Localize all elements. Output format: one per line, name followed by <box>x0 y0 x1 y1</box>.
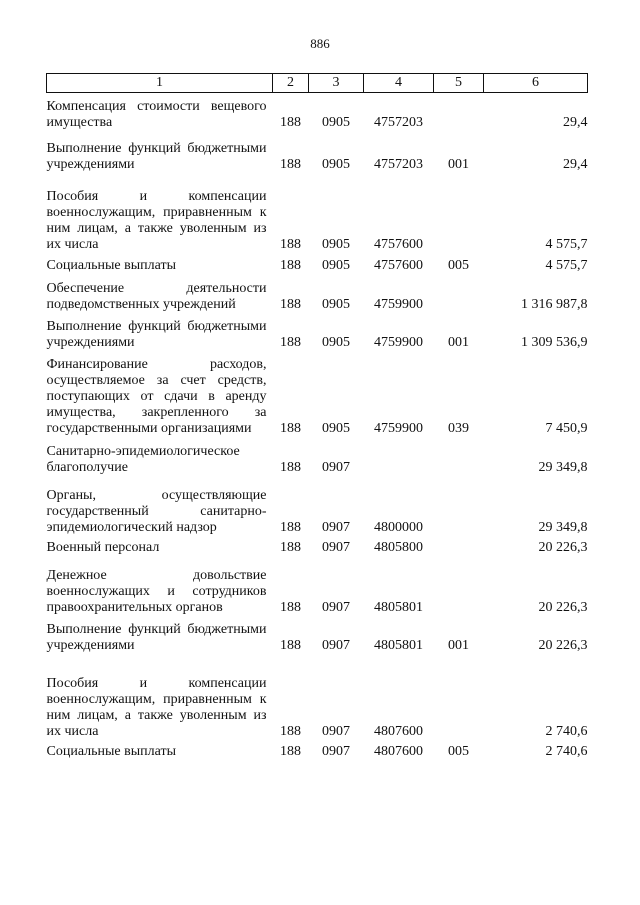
row-amount: 29 349,8 <box>538 520 588 535</box>
row-amount: 29 349,8 <box>538 460 588 475</box>
row-amount: 2 740,6 <box>545 724 588 739</box>
row-expense-type: 001 <box>448 638 469 653</box>
row-target-code: 4807600 <box>374 724 423 739</box>
row-subsection-code: 0907 <box>322 600 350 615</box>
table-row <box>47 131 588 173</box>
row-section-code: 188 <box>280 540 301 555</box>
row-subsection-code: 0907 <box>322 520 350 535</box>
row-amount: 2 740,6 <box>545 744 588 759</box>
row-subsection-code: 0907 <box>322 460 350 475</box>
row-expense-type: 005 <box>448 258 469 273</box>
row-amount: 20 226,3 <box>538 638 588 653</box>
row-expense-type: 005 <box>448 744 469 759</box>
table-row <box>47 173 588 253</box>
row-subsection-code: 0907 <box>322 540 350 555</box>
row-target-code: 4757203 <box>374 157 423 172</box>
page-number: 886 <box>310 36 330 51</box>
row-target-code: 4800000 <box>374 520 423 535</box>
row-section-code: 188 <box>280 421 301 436</box>
table-row <box>47 274 588 313</box>
header-col-6: 6 <box>484 74 588 93</box>
table-row <box>47 253 588 274</box>
row-name: Обеспечение деятельности подведомственных учреждений <box>46 281 267 312</box>
row-subsection-code: 0907 <box>322 744 350 759</box>
row-name: Выполнение функций бюджетными учреждениями <box>46 141 267 172</box>
table-row <box>47 437 588 476</box>
row-section-code: 188 <box>280 258 301 273</box>
row-name: Выполнение функций бюджетными учреждениями <box>46 622 267 653</box>
row-section-code: 188 <box>280 115 301 130</box>
row-name: Пособия и компенсации военнослужащим, приравненным к ним лицам, а также уволенным из их числа <box>46 676 267 739</box>
header-col-5: 5 <box>434 74 484 93</box>
row-target-code: 4805800 <box>374 540 423 555</box>
row-subsection-code: 0907 <box>322 724 350 739</box>
row-name: Финансирование расходов, осуществляемое за счет средств, поступающих от сдачи в аренду имущества, закрепленного за государственными организациями <box>46 357 267 436</box>
table-header-row <box>47 74 588 93</box>
table-row <box>47 476 588 536</box>
row-section-code: 188 <box>280 460 301 475</box>
row-subsection-code: 0905 <box>322 297 350 312</box>
row-section-code: 188 <box>280 237 301 252</box>
row-section-code: 188 <box>280 520 301 535</box>
row-name: Денежное довольствие военнослужащих и сотрудников правоохранительных органов <box>46 568 267 615</box>
header-col-2: 2 <box>273 74 309 93</box>
row-target-code: 4757600 <box>374 237 423 252</box>
row-expense-type <box>434 556 484 616</box>
row-target-code: 4805801 <box>374 638 423 653</box>
row-subsection-code: 0907 <box>322 638 350 653</box>
row-amount: 7 450,9 <box>545 421 588 436</box>
row-subsection-code: 0905 <box>322 115 350 130</box>
row-expense-type <box>434 173 484 253</box>
row-target-code: 4807600 <box>374 744 423 759</box>
table-body <box>47 93 588 761</box>
row-expense-type <box>434 536 484 556</box>
row-target-code: 4805801 <box>374 600 423 615</box>
row-name: Санитарно-эпидемиологическое благополучие <box>46 444 240 475</box>
row-section-code: 188 <box>280 724 301 739</box>
row-name: Военный персонал <box>46 540 160 555</box>
row-expense-type <box>434 476 484 536</box>
row-section-code: 188 <box>280 744 301 759</box>
row-subsection-code: 0905 <box>322 258 350 273</box>
row-target-code: 4759900 <box>374 335 423 350</box>
row-amount: 20 226,3 <box>538 600 588 615</box>
budget-table <box>46 73 588 760</box>
row-amount: 4 575,7 <box>545 258 588 273</box>
row-section-code: 188 <box>280 600 301 615</box>
row-section-code: 188 <box>280 297 301 312</box>
row-amount: 29,4 <box>563 157 588 172</box>
row-expense-type <box>434 274 484 313</box>
row-subsection-code: 0905 <box>322 335 350 350</box>
row-expense-type: 001 <box>448 157 469 172</box>
row-section-code: 188 <box>280 335 301 350</box>
table-row <box>47 740 588 760</box>
header-col-1: 1 <box>47 74 273 93</box>
row-target-code: 4757600 <box>374 258 423 273</box>
row-expense-type: 039 <box>448 421 469 436</box>
row-name: Органы, осуществляющие государственный санитарно-эпидемиологический надзор <box>46 488 267 535</box>
header-col-4: 4 <box>364 74 434 93</box>
row-amount: 1 316 987,8 <box>521 297 588 312</box>
table-row <box>47 536 588 556</box>
row-expense-type <box>434 437 484 476</box>
table-row <box>47 654 588 740</box>
row-amount: 29,4 <box>563 115 588 130</box>
row-amount: 4 575,7 <box>545 237 588 252</box>
row-amount: 1 309 536,9 <box>521 335 588 350</box>
table-row <box>47 93 588 132</box>
row-name: Социальные выплаты <box>46 258 177 273</box>
row-name: Компенсация стоимости вещевого имущества <box>46 99 267 130</box>
row-subsection-code: 0905 <box>322 237 350 252</box>
row-target-code <box>364 437 434 476</box>
row-section-code: 188 <box>280 638 301 653</box>
row-subsection-code: 0905 <box>322 421 350 436</box>
row-expense-type: 001 <box>448 335 469 350</box>
row-name: Выполнение функций бюджетными учреждениями <box>46 319 267 350</box>
header-col-3: 3 <box>309 74 364 93</box>
row-subsection-code: 0905 <box>322 157 350 172</box>
row-target-code: 4757203 <box>374 115 423 130</box>
table-row <box>47 616 588 654</box>
table-row <box>47 313 588 351</box>
row-amount: 20 226,3 <box>538 540 588 555</box>
row-target-code: 4759900 <box>374 421 423 436</box>
row-expense-type <box>434 654 484 740</box>
row-expense-type <box>434 93 484 132</box>
table-row <box>47 351 588 437</box>
row-section-code: 188 <box>280 157 301 172</box>
row-target-code: 4759900 <box>374 297 423 312</box>
row-name: Социальные выплаты <box>46 744 177 759</box>
row-name: Пособия и компенсации военнослужащим, приравненным к ним лицам, а также уволенным из их числа <box>46 189 267 252</box>
table-row <box>47 556 588 616</box>
